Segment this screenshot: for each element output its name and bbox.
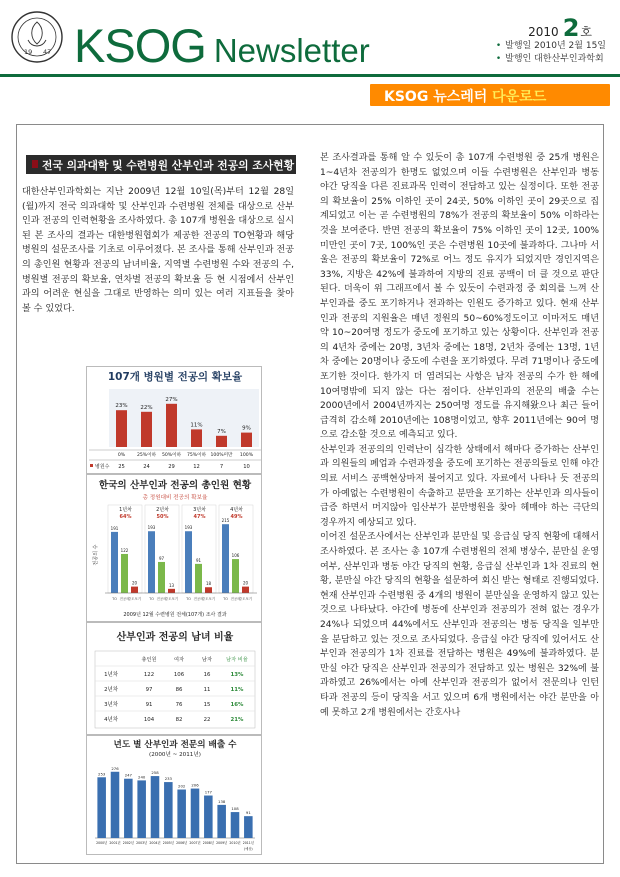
bar	[164, 782, 173, 838]
table-header: 총인원	[141, 657, 157, 663]
society-emblem-icon	[10, 10, 64, 64]
table-header: 남자 비율	[226, 657, 248, 663]
tick-label: 100%미만	[210, 453, 233, 458]
chart-subtitle: (2000년 ~ 2011년)	[149, 752, 201, 758]
tick-label: 2010년	[229, 841, 241, 845]
download-label: KSOG 뉴스레터	[384, 89, 493, 105]
table-row-label: 병원수	[95, 464, 110, 470]
bar	[232, 559, 239, 593]
tick-note: (예상)	[244, 847, 253, 851]
table-cell: 97	[145, 687, 153, 693]
bar	[195, 564, 202, 593]
bar	[191, 429, 202, 447]
data-label: 106	[231, 553, 240, 559]
data-label: 9%	[242, 425, 251, 432]
bar	[242, 587, 249, 593]
tick-label: 2005년	[162, 841, 174, 845]
data-label: 13	[168, 582, 175, 588]
pub-date: • 발행일 2010년 2월 15일	[496, 40, 606, 53]
brand-ksog: KSOG	[74, 19, 206, 72]
bar	[222, 524, 229, 593]
tick-label: 100%	[239, 453, 254, 458]
article-left-column	[22, 185, 294, 316]
table-header: 남자	[201, 657, 213, 663]
svg-text:47: 47	[43, 48, 52, 56]
article-paragraph-2: 산부인과 전공의의 인력난이 심각한 상태에서 해마다 증가하는 산부인과 의원들의 폐업과 수련과정을 중도에 포기하는 전공의들로 인해 야간의료 서비스 공백현상마저 불어지고 있다. 자료에서 나타나 듯 전공의가 아예없는 수련병원이 속출하고 분만을 포기하는 산부인과 의사들이 급증 하면서 머지않아 임산부가 분만병원을 찾아 헤매야 하는 극단의 경우까지 예상되고 있다.	[320, 444, 599, 528]
table-cell: 16%	[230, 702, 244, 708]
group-label: 4년차	[230, 507, 243, 513]
newsletter-brand	[74, 18, 370, 73]
bar	[111, 532, 118, 593]
bar	[216, 436, 227, 447]
table-cell: 91	[145, 702, 153, 708]
bar	[166, 404, 177, 447]
tick-label: 2007년	[189, 841, 201, 845]
tick-label: 2000년	[96, 841, 108, 845]
tick-label: 2004년	[149, 841, 161, 845]
legend-swatch	[90, 464, 93, 467]
data-label: 258	[151, 770, 159, 776]
table-value: 25	[118, 464, 125, 470]
data-label: 177	[204, 789, 212, 795]
bar	[185, 531, 192, 593]
chart-specialist-output-svg	[87, 736, 263, 856]
tick-label: 75%이하	[186, 453, 207, 458]
issue-suffix: 호	[580, 25, 592, 39]
newsletter-header	[0, 0, 620, 80]
group-percent: 49%	[230, 514, 243, 520]
series-label: 전공의	[119, 597, 130, 601]
data-label: 253	[98, 771, 106, 777]
table-cell: 11	[203, 687, 211, 693]
table-cell: 82	[175, 717, 183, 723]
data-label: 97	[158, 555, 165, 561]
group-percent: 50%	[156, 514, 169, 520]
bar	[131, 587, 138, 593]
chart-specialist-output	[86, 735, 262, 855]
table-value: 10	[243, 464, 250, 470]
series-label: 전공의	[156, 597, 167, 601]
chart-resident-total-svg	[87, 475, 263, 623]
table-cell: 122	[143, 672, 155, 678]
plot-area	[109, 389, 259, 447]
issue-number	[528, 14, 592, 42]
tick-label: 2011년	[242, 841, 254, 845]
download-accent: 다운로드	[492, 89, 547, 105]
publisher: • 발행인 대한산부인과학회	[496, 53, 606, 66]
table-cell: 15	[203, 702, 211, 708]
svg-text:19: 19	[24, 48, 33, 56]
bar	[191, 789, 200, 838]
group-label: 1년차	[119, 507, 132, 513]
group-label: 2년차	[156, 507, 169, 513]
chart-gender-ratio	[86, 622, 262, 735]
publication-info	[496, 40, 606, 66]
bar	[116, 410, 127, 447]
table-cell: 104	[143, 717, 155, 723]
data-label: 27%	[165, 396, 178, 403]
data-label: 191	[110, 525, 119, 531]
chart-title: 한국의 산부인과 전공의 총인원 현황	[98, 480, 252, 491]
group-label: 3년차	[193, 507, 206, 513]
chart-resident-rate	[86, 366, 262, 474]
bar	[168, 589, 175, 593]
tick-label: 50%이하	[161, 453, 182, 458]
data-label: 215	[221, 518, 230, 524]
bar	[241, 433, 252, 447]
series-label: 중도포기	[127, 597, 142, 601]
tick-label: 2006년	[176, 841, 188, 845]
table-cell: 13%	[230, 672, 244, 678]
chart-title: 산부인과 전공의 남녀 비율	[116, 632, 234, 643]
table-cell: 21%	[230, 717, 244, 723]
table-cell: 2년차	[104, 687, 118, 693]
tick-label: 0%	[117, 453, 126, 458]
tick-label: 2008년	[202, 841, 214, 845]
table-cell: 4년차	[104, 717, 118, 723]
tick-label: 2002년	[122, 841, 134, 845]
chart-resident-total	[86, 474, 262, 622]
table-value: 12	[193, 464, 200, 470]
table-value: 7	[219, 464, 224, 470]
article-intro: 대한산부인과학회는 지난 2009년 12월 10일(목)부터 12월 28일(월)까지 전국 의과대학 및 산부인과 수련병원 전체를 대상으로 산부인과 전공의 인력현황을 조사하였다. 총 107개 병원을 대상으로 실시된 본 조사의 결과는 대한병원협회가 제공한 전공의 TO현황과 해당병원의 설문조사를 기초로 이루어졌다. 본 조사를 통해 산부인과 전공의 총인원 현황과 전공의 남녀비율, 지역별 수련병원 수와 전공의 수, 병원별 전공의 확보율, 연차별 전공의 확보율 등 현 시점에서 산부인과의 어려운 현실을 그대로 반영하는 의미 있는 여러 지표들을 찾아 볼 수 있었다.	[22, 187, 294, 314]
data-label: 11%	[190, 422, 203, 429]
table-cell: 11%	[230, 687, 244, 693]
y-axis-label: 전공의 수	[93, 544, 99, 566]
chart-title: 107개 병원별 전공의 확보율	[107, 371, 243, 383]
data-label: 18	[205, 581, 212, 587]
series-label: 중도포기	[201, 597, 216, 601]
bar	[111, 772, 120, 838]
data-label: 193	[147, 525, 156, 531]
tick-label: 2001년	[109, 841, 121, 845]
table-cell: 76	[175, 702, 183, 708]
table-cell: 16	[203, 672, 211, 678]
series-label: 전공의	[230, 597, 241, 601]
data-label: 108	[231, 806, 239, 812]
bar	[217, 805, 226, 838]
table-value: 24	[143, 464, 150, 470]
bar	[231, 812, 240, 838]
series-label: TO	[186, 597, 191, 601]
issue-no: 2	[562, 14, 580, 42]
tick-label: 2003년	[136, 841, 148, 845]
bar	[121, 554, 128, 593]
issue-year: 2010	[528, 25, 559, 39]
article-paragraph-1: 본 조사결과를 통해 알 수 있듯이 총 107개 수련병원 중 25개 병원은 1~4년차 전공의가 한명도 없었으며 이들 수련병원은 산부인과 병동 야간 당직을 다른 진료과목 인력이 전담하고 있는 실정이다. 또한 전공의 확보율이 25% 이하인 곳이 24곳, 50% 이하인 곳이 29곳으로 집계되었고 이는 곧 수련병원의 78%가 전공의 확보율이 50% 이하라는 것을 보여준다. 반면 전공의 확보율이 75% 이하인 곳이 12곳, 100% 미만인 곳이 7곳, 100%인 곳은 수련병원 10곳에 불과하다. 그나마 서울은 전공의 확보율이 72%로 어느 정도 유지가 되었지만 경인지역은 33%, 지방은 42%에 불과하여 지방의 진료 공백이 더 클 것으로 판단된다. 더욱이 위 그래프에서 볼 수 있듯이 수련과정 중 회의를 느껴 산부인과를 중도 포기하거나 전과하는 인원도 증가하고 있다. 현재 산부인과 전공의 지원율은 매년 정원의 50~60%정도이고 이마저도 매년 약 10~20여명 정도가 중도에 포기하고 있는 상황이다. 산부인과 전공의 4년차 중에는 20명, 3년차 중에는 18명, 2년차 중에는 13명, 1년차 중에는 20명이나 중도에 수련을 포기하였다. 무려 71명이나 중도에 포기한 것이다. 한가지 더 염려되는 사항은 남자 전공의 수가 한 해에 10여명밖에 되지 않는 다는 점이다. 산부인과의 전문의 배출 수는 2000년에서 2004년까지는 250여명 정도를 유지해왔으나 최근 들어 급격히 감소해 2010년에는 108명이었고, 향후 2011년에는 90여 명으로 감소할 것으로 예측되고 있다.	[320, 153, 599, 441]
series-label: 중도포기	[238, 597, 253, 601]
group-percent: 64%	[119, 514, 132, 520]
bar	[148, 531, 155, 593]
table-cell: 3년차	[104, 702, 118, 708]
brand-newsletter: Newsletter	[213, 32, 370, 69]
series-label: 전공의	[193, 597, 204, 601]
tick-label: 2009년	[216, 841, 228, 845]
bar	[205, 587, 212, 593]
data-label: 23%	[115, 403, 128, 410]
data-label: 22%	[140, 404, 153, 411]
bar	[204, 796, 213, 838]
article-paragraph-3: 이어진 설문조사에서는 산부인과 분만실 및 응급실 당직 현황에 대해서 조사하였다. 본 조사는 총 107개 수련병원의 전체 병상수, 분만실 운영 여부, 산부인과 병동 야간 당직의 현황, 응급실 산부인과 1차 진료의 현황, 분만실 야간 당직의 현황을 설문하여 회신 받는 형태로 진행되었다. 현재 산부인과 수련병원 중 4개의 병원이 분만실을 운영하지 않고 있는 것으로 나타났다. 야간에 병동에 산부인과 전공의가 전혀 없는 경우가 24%나 되었으며 44%에서도 산부인과 전공의는 병동 당직을 일부만을 분담하고 있는 것으로 조사되었다. 응급실 야간 당직에 있어서도 산부인과 전공의가 1차 진료를 전담하는 병원은 49%에 불과하였다. 분만실 야간 당직은 산부인과 전공의가 전담하고 있는 병원은 32%에 불과하였고 26%에서는 아예 산부인과 전공의가 없어서 전문의나 인턴 타과 전공의 등이 당직을 서고 있으며 6개 병원에서는 야간 분만을 아예 못하고 2개 병원에서는 간호사나	[320, 532, 599, 718]
chart-resident-rate-svg	[87, 367, 263, 475]
chart-gender-ratio-svg	[87, 623, 263, 736]
chart-title: 년도 별 산부인과 전문의 배출 수	[113, 740, 237, 750]
group-percent: 47%	[193, 514, 206, 520]
bar	[177, 790, 186, 838]
series-label: 중도포기	[164, 597, 179, 601]
tick-label: 25%이하	[136, 453, 157, 458]
chart-subtitle: 총 정원대비 전공의 확보율	[142, 495, 208, 501]
data-label: 91	[245, 810, 251, 816]
data-label: 20	[242, 580, 249, 586]
data-label: 91	[195, 557, 202, 563]
series-label: TO	[149, 597, 154, 601]
article-right-column	[320, 151, 599, 720]
table-header: 여자	[173, 657, 185, 663]
newsletter-download-button[interactable]	[370, 84, 610, 106]
bar	[244, 816, 253, 838]
bar	[124, 779, 133, 838]
table-cell: 86	[175, 687, 183, 693]
series-label: TO	[223, 597, 228, 601]
data-label: 276	[111, 765, 119, 771]
data-label: 20	[131, 580, 138, 586]
data-label: 193	[184, 525, 193, 531]
bar	[137, 780, 146, 838]
article-title: 전국 의과대학 및 수련병원 산부인과 전공의 조사현황	[26, 155, 296, 174]
data-label: 122	[120, 547, 129, 553]
header-divider	[0, 74, 620, 77]
chart-note: 2009년 12월 수련병원 전체(107개) 조사 결과	[123, 612, 227, 618]
bar	[151, 776, 160, 838]
data-label: 206	[191, 782, 199, 788]
table-cell: 106	[173, 672, 185, 678]
table-value: 29	[168, 464, 175, 470]
data-label: 202	[178, 783, 186, 789]
data-label: 138	[218, 798, 226, 804]
table-cell: 1년차	[104, 672, 118, 678]
series-label: TO	[112, 597, 117, 601]
data-label: 233	[164, 776, 172, 782]
bar	[97, 777, 106, 838]
data-label: 247	[124, 772, 132, 778]
table-cell: 22	[203, 717, 211, 723]
data-label: 7%	[217, 428, 226, 435]
bar	[141, 412, 152, 447]
data-label: 240	[138, 774, 146, 780]
bar	[158, 562, 165, 593]
